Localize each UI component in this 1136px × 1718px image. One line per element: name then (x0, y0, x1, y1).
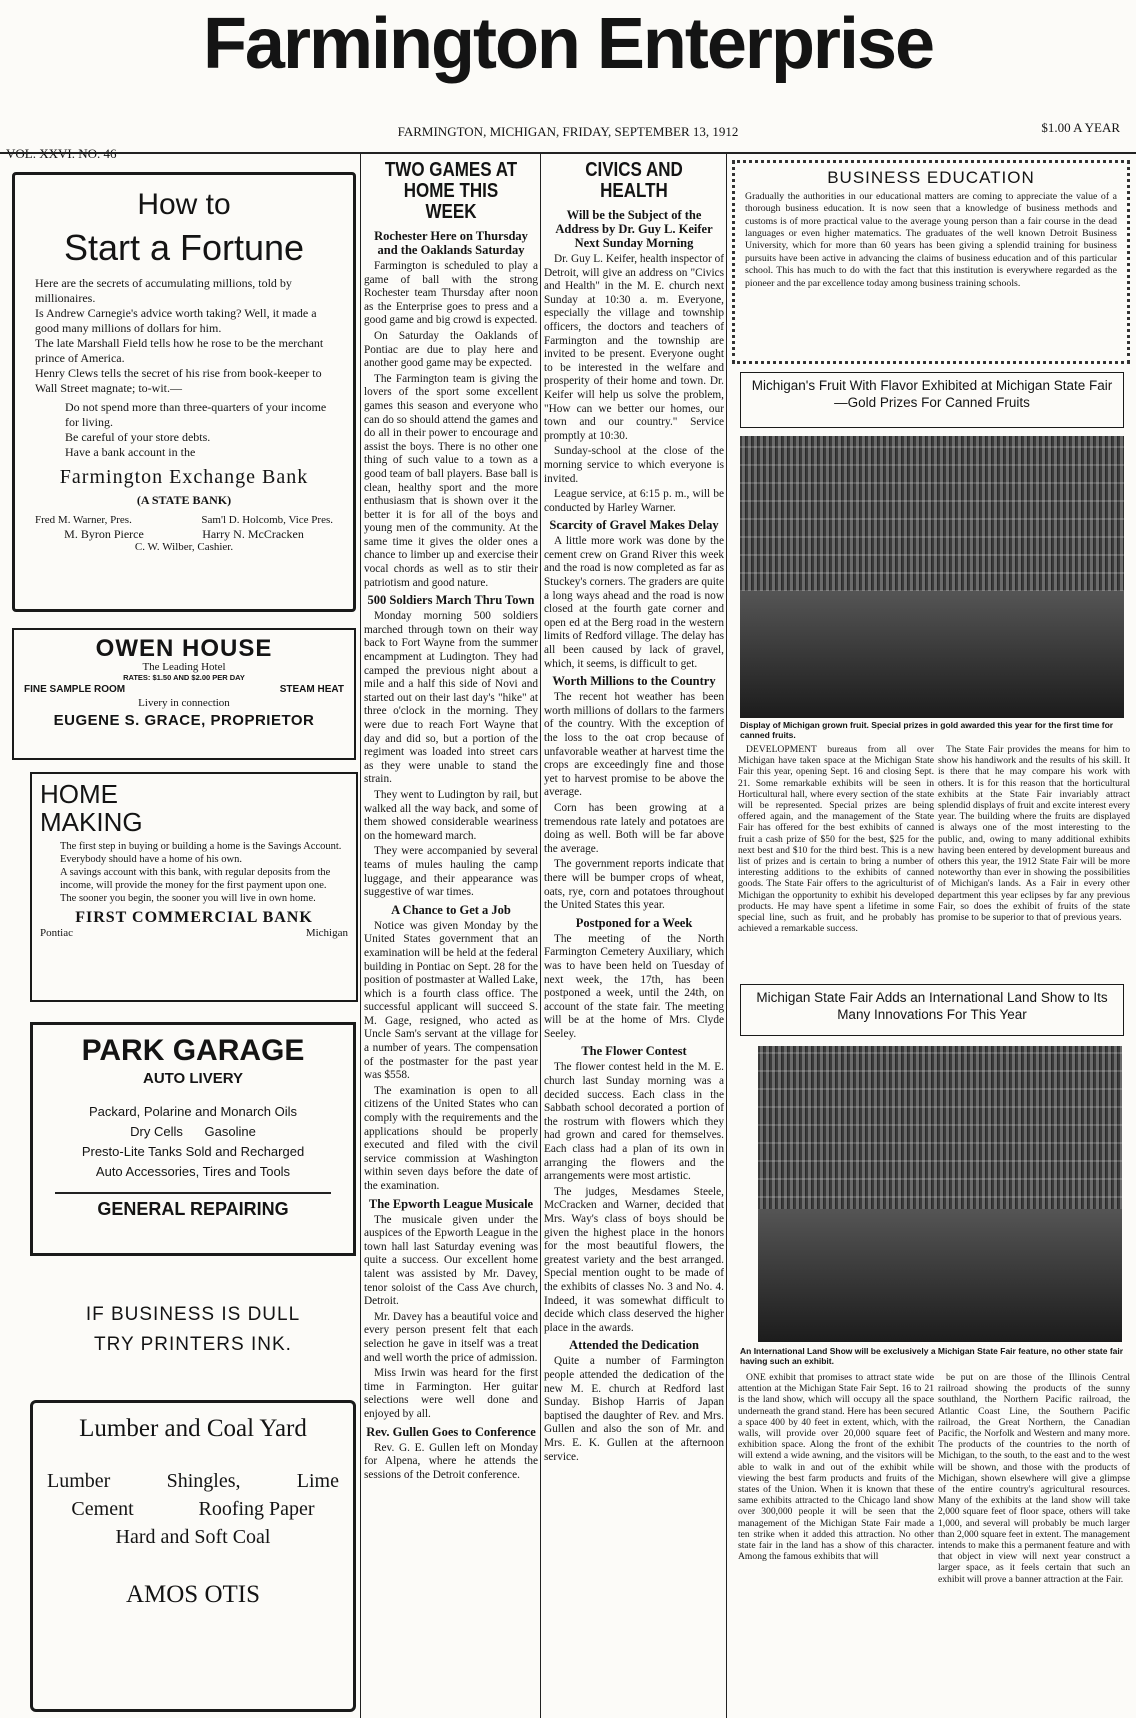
garage-sub: AUTO LIVERY (142, 1069, 243, 1087)
business-title: BUSINESS EDUCATION (827, 168, 1035, 187)
job-para-2: The examination is open to all citizens of the United States who can comply with the requirements and the applications should be properly executed and filed with the civil service commission at Washington within seven days before the date of the examination. (364, 1084, 538, 1192)
job-headline: A Chance to Get a Job (391, 902, 511, 917)
dedication-headline: Attended the Dedication (569, 1338, 699, 1353)
fair-headline-box-1 (740, 372, 1124, 428)
fortune-ad (12, 172, 356, 612)
fortune-title-1: How to (137, 188, 231, 221)
home-making-ad (30, 772, 358, 1002)
fair-headline-2: Michigan State Fair Adds an International Land Show to Its Many Innovations For This Year (756, 990, 1108, 1022)
column-rule-1 (360, 152, 361, 1718)
printers-ink-ad (30, 1300, 356, 1360)
land-text-left: ONE exhibit that promises to attract state wide attention at the Michigan State Fair Sept. 16 to 21 is the land show, which will occupy all the space underneath the grand stand. Here has been secured a space 400 by 40 feet in extent, which, with the walls, will provide over 20,000 square feet of exhibition space. Along the front of the exhibit will extend a wide awning, and the visitors will be able to walk in and out of the exhibit while viewing the best farm products and fruits of the states of the Union. When it is known that these same exhibits attracted to the Chicago land show over 300,000 people it will be seen that the management of the Michigan State Fair made a ten strike when it added this attraction. No other state fair in the land has a show of this character. Among the famous exhibits that will (738, 1372, 934, 1563)
garage-title: PARK GARAGE (81, 1034, 305, 1067)
masthead-title: Farmington Enterprise (202, 4, 934, 84)
fruit-article-left (738, 744, 934, 972)
garage-line-3: Presto-Lite Tanks Sold and Recharged (81, 1144, 305, 1160)
flower-para-1: The flower contest held in the M. E. church last Sunday morning was a decided success. Each class in the Sabbath school decorated a portion of the rostrum with flowers which they had grown and cared for themselves. Each class had a plan of its own in arranging the flowers and the arrangements were most artistic. (544, 1061, 724, 1183)
column-rule-2 (540, 152, 541, 1718)
soldiers-headline: 500 Soldiers March Thru Town (367, 593, 535, 608)
fortune-title-2: Start a Fortune (63, 226, 305, 268)
home-bank: FIRST COMMERCIAL BANK (75, 909, 313, 926)
civics-para-2: Sunday-school at the close of the morning service to which everyone is invited. (544, 445, 724, 485)
owen-proprietor: EUGENE S. GRACE, PROPRIETOR (53, 712, 315, 730)
soldiers-para-1: Monday morning 500 soldiers marched through town on their way back to Fort Wayne from the summer encampment at Ludington. They had camped the previous night about a mile and a half this side of Novi and started out on their last day's "hike" at three o'clock in the morning. They were due to reach Fort Wayne that day and did so, but a portion of the regiment was loaded into street cars as they were unable to stand the strain. (364, 610, 538, 786)
home-city: Pontiac (40, 927, 73, 939)
games-deck: Rochester Here on Thursday and the Oaklands Saturday (374, 229, 528, 257)
fruit-exhibit-photo (740, 436, 1124, 718)
dateline: FARMINGTON, MICHIGAN, FRIDAY, SEPTEMBER 13, 1912 (397, 124, 739, 139)
column-three (544, 160, 724, 1712)
owen-rates: RATES: $1.50 AND $2.00 PER DAY (123, 673, 245, 683)
civics-deck: Will be the Subject of the Address by Dr. Guy L. Keifer Next Sunday Morning (555, 208, 713, 250)
civics-para-1: Dr. Guy L. Keifer, health inspector of Detroit, will give an address on "Civics and Health" in the M. E. church next Sunday at 10:30 a. m. Everyone, especially the village and township officers, the doctors and teachers of Farmington and the township are invited to be present. Everyone ought to be interested in the welfare and prosperity of their home and town. Dr. Keifer will help us solve the problem, "How can we better our homes, our town and our country." Service promptly at 10:30. (544, 253, 724, 442)
park-garage-ad (30, 1022, 356, 1256)
land-text-right: be put on are those of the Illinois Central railroad showing the products of the sunny southland, the Northern Pacific railroad, the Atlantic Coast Line, the Southern Pacific railroad, the Great Northern, the Canadian Pacific, the Norfolk and Western and many more. The products of the countries to the north of Michigan, to the south, to the east and to the west will be shown, and those with the products of Michigan, shown elsewhere will give a glimpse of the entire country's agricultural resources. Many of the exhibits at the land show will take 2,000 square feet of floor space, others will take 1,000, and several will probably be much larger than 2,000 square feet in extent. The management intends to make this a permanent feature and with that object in view will next year construct a larger space, as it feels certain that such an exhibit will prove a banner attraction at the Fair. (938, 1372, 1130, 1585)
job-para-1: Notice was given Monday by the United States government that an examination will be held at the federal building in Pontiac on Sept. 28 for the position of postmaster at Walled Lake, which is a fourth class office. The successful applicant will succeed S. M. Gage, resigned, who acted as Uncle Sam's servant at the village for a number of years. The compensation of the postmaster for the past year was $558. (364, 919, 538, 1082)
flower-para-2: The judges, Mesdames Steele, McCracken and Warner, decided that Mrs. Way's class of boys should be given the highest place in the honors for the most beautiful flowers, the greatest variety and the best arranged. Special mention ought to be made of the exhibits of classes No. 3 and No. 4. Indeed, it was somewhat difficult to decide which class deserved the higher place in the awards. (544, 1185, 724, 1334)
games-para-3: The Farmington team is giving the lovers of the sport some excellent games this season and everyone who can do so should attend the games and do all in their power to encourage and assist the boys. There is no other one thing of such value to a town as a good team of ball players. Base ball is clean, healthy sport and the more enthusiasm that is shown over it the better it is for all of the boys and young men of the community. At the same time it gives the older ones a chance to limber up and exercise their vocal chords as well as to stir their patriotism and good nature. (364, 372, 538, 589)
home-text-3: A savings account with this bank, with regular deposits from the income, will provide the money for the first payment upon one. (60, 867, 331, 891)
fortune-text-3: The late Marshall Field tells how he rose to be the merchant prince of America. (35, 336, 324, 366)
home-text-4: The sooner you begin, the sooner you will live in own home. (60, 893, 316, 904)
fair-headline-1: Michigan's Fruit With Flavor Exhibited at Michigan State Fair—Gold Prizes For Canned Fruits (751, 378, 1113, 410)
price: $1.00 A YEAR (1041, 120, 1120, 135)
home-state: Michigan (305, 927, 348, 939)
fortune-maxim-1: Do not spend more than three-quarters of your income for living. (65, 400, 327, 430)
owen-left: FINE SAMPLE ROOM (24, 684, 126, 696)
gravel-headline: Scarcity of Gravel Makes Delay (549, 518, 719, 533)
business-education-ad (732, 160, 1130, 364)
column-two (364, 160, 538, 1712)
fortune-text-2: Is Andrew Carnegie's advice worth taking? Well, it made a good many millions of dollars for him. (35, 306, 317, 336)
garage-line-1: Packard, Polarine and Monarch Oils (88, 1104, 298, 1120)
gravel-para-1: A little more work was done by the cement crew on Grand River this week and the road is now completed as far as Stuckey's corners. The graders are quite a long ways ahead and the road is now closed at the fourth gate corner and open ed at the Berg road in the western limits of Redford village. The delay has all been caused by lack of gravel, which, it seems, is difficult to get. (544, 535, 724, 670)
fruit-text-right: The State Fair provides the means for him to show his handiwork and the results of his skill. It is there that he may compare his work with others. It is for this reason that the horticultural exhibits at the State Fair invariably attract splendid displays of fruit and excite interest every year. The building where the fruits are displayed is always one of the most interesting to the public, and, owing to many additional exhibits having been entered by development bureaus and others this year, the 1912 State Fair will be more noteworthy than ever in showing the possibilities of Michigan's lands. As a Fair in every other department this year eclipses by far any previous Fair, so does the exhibit of fruits of the state promise to be superior to that of previous years. (938, 744, 1130, 924)
business-text: Gradually the authorities in our educational matters are coming to appreciate the value of a thorough business education. It is now seen that a knowledge of business methods and customs is of more practical value to the average young person than a fair course in the dead languages or even higher matematics. The graduates of the well known Detroit Business University, which for more than 60 years has been giving a splendid training for business pursuits have been active in advancing the claims of business education and of this particular school. This has much to do with the fact that this institution is everywhere regarded as the pioneer and the par excellence today among business training schools. (745, 190, 1117, 289)
masthead-rule (0, 152, 1136, 154)
civics-para-3: League service, at 6:15 p. m., will be conducted by Harley Warner. (544, 488, 724, 514)
fortune-officer-4: Harry N. McCracken (202, 527, 304, 542)
millions-para-2: Corn has been growing at a tremendous rate lately and potatoes are doing as well. Both will be far above the average. (544, 801, 724, 855)
lumber-item-2: Shingles, (166, 1470, 241, 1492)
games-headline-1: TWO GAMES AT (384, 160, 518, 181)
fortune-text-4: Henry Clews tells the secret of his rise from book-keeper to Wall Street magnate; to-wit.— (35, 366, 322, 396)
epworth-para-1: The musicale given under the auspices of the Epworth League in the town hall last Saturday evening was quite a success. Our excellent home talent was assisted by Mr. Davey, tenor soloist of the Cass Ave church, Detroit. (364, 1213, 538, 1308)
fortune-officer-1: Fred M. Warner, Pres. (35, 514, 132, 527)
lumber-item-3: Lime (296, 1470, 339, 1492)
lumber-item-5: Roofing Paper (198, 1498, 315, 1520)
postponed-headline: Postponed for a Week (575, 915, 693, 930)
dateline-bar (0, 122, 1136, 144)
owen-right: STEAM HEAT (279, 684, 344, 696)
gullen-para-1: Rev. G. E. Gullen left on Monday for Alpena, where he attends the sessions of the Detroit conference. (364, 1441, 538, 1481)
garage-line-4: Auto Accessories, Tires and Tools (95, 1164, 291, 1180)
millions-headline: Worth Millions to the Country (552, 674, 716, 689)
gullen-headline: Rev. Gullen Goes to Conference (366, 1424, 536, 1439)
lumber-item-1: Lumber (47, 1470, 111, 1492)
home-title-2: MAKING (40, 807, 143, 837)
epworth-headline: The Epworth League Musicale (368, 1196, 534, 1211)
land-show-photo (758, 1046, 1122, 1342)
land-show-caption: An International Land Show will be exclusively a Michigan State Fair feature, no other state fair having such an exhibit. (740, 1346, 1124, 1366)
owen-house-ad (12, 628, 356, 760)
owen-title: OWEN HOUSE (95, 635, 273, 662)
games-para-2: On Saturday the Oaklands of Pontiac are due to play here and another good game may be expected. (364, 329, 538, 370)
epworth-para-3: Miss Irwin was heard for the first time in Farmington. Her guitar selections were well done and enjoyed by all. (364, 1367, 538, 1420)
civics-headline: CIVICS AND HEALTH (585, 160, 683, 202)
home-text-2: Everybody should have a home of his own. (60, 854, 242, 865)
flower-headline: The Flower Contest (581, 1044, 687, 1059)
fortune-officer-3: M. Byron Pierce (64, 527, 144, 542)
owen-tagline: The Leading Hotel (142, 661, 226, 674)
lumber-item-4: Cement (71, 1498, 134, 1520)
lumber-title: Lumber and Coal Yard (79, 1415, 307, 1442)
soldiers-para-3: They were accompanied by several teams of mules hauling the camp luggage, and their appearance was suggestive of war times. (364, 845, 538, 899)
fruit-article-right (938, 744, 1130, 972)
postponed-para-1: The meeting of the North Farmington Cemetery Auxiliary, which was to have been held on Tuesday of next week, the 17th, has been postponed a week, until the 24th, on account of the state fair. The meeting will be at the home of Mrs. Clyde Seeley. (544, 932, 724, 1040)
home-title-1: HOME (40, 779, 118, 809)
land-article-right (938, 1372, 1130, 1712)
fruit-text-left: DEVELOPMENT bureaus from all over Michigan have taken space at the Michigan State Fair this year, opening Sept. 16 and closing Sept. 21. Some remarkable exhibits will be seen in Horticultural hall, where every section of the state will be represented. Special prizes are being offered again, and the management of the State Fair has offered for the best exhibits of canned fruit a cash prize of $50 for the best, $25 for the next best and $10 for the third best. This is a new list of prizes and is certain to bring a number of interesting additions to the exhibits of canned goods. The State Fair offers to the agriculturist of Michigan the opportunity to exhibit his developed products. He may have spent a lifetime in some special line, such as fruit, and he probably has achieved a remarkable success. (738, 744, 934, 935)
printers-line-2: TRY PRINTERS INK. (94, 1334, 292, 1355)
fortune-officer-5: C. W. Wilber, Cashier. (134, 541, 234, 554)
epworth-para-2: Mr. Davey has a beautiful voice and every person present felt that each selection he gave in itself was a treat and well worth the price of admission. (364, 1310, 538, 1364)
land-article-left (738, 1372, 934, 1712)
home-text-1: The first step in buying or building a home is the Savings Account. (60, 841, 342, 852)
fortune-maxim-2: Be careful of your store debts. (65, 430, 211, 445)
games-headline-2: HOME THIS WEEK (403, 180, 499, 223)
fortune-bank-name: Farmington Exchange Bank (59, 466, 309, 489)
owen-livery: Livery in connection (138, 697, 230, 710)
dedication-para-1: Quite a number of Farmington people attended the dedication of the new M. E. church at Redford last Sunday. Bishop Harris of Japan baptised the daughter of Rev. and Mrs. Gullen and also the son of Mr. and Mrs. E. K. Gullen at the afternoon service. (544, 1355, 724, 1463)
volume-number (6, 146, 117, 162)
millions-para-3: The government reports indicate that there will be bumper crops of wheat, oats, rye, corn and potatoes throughout the United States this year. (544, 858, 724, 912)
garage-line-2: Dry Cells Gasoline (130, 1124, 256, 1140)
column-rule-3 (726, 152, 727, 1718)
millions-para-1: The recent hot weather has been worth millions of dollars to the farmers of the country. With the exception of the loss to the oat crop because of unfavorable weather at harvest time the crops are exceedingly fine and those yet to harvest promise to be above the average. (544, 691, 724, 799)
fortune-bank-type: (A STATE BANK) (136, 493, 232, 508)
fair-headline-box-2 (740, 984, 1124, 1036)
fruit-caption: Display of Michigan grown fruit. Special prizes in gold awarded this year for the first time for canned fruits. (740, 720, 1114, 740)
printers-line-1: IF BUSINESS IS DULL (85, 1304, 301, 1325)
garage-footer: GENERAL REPAIRING (97, 1199, 289, 1220)
lumber-coal-ad (30, 1400, 356, 1712)
lumber-owner: AMOS OTIS (125, 1581, 261, 1608)
fortune-officer-2: Sam'l D. Holcomb, Vice Pres. (201, 514, 333, 527)
soldiers-para-2: They went to Ludington by rail, but walked all the way back, and some of them showed considerable weariness on the homeward march. (364, 788, 538, 842)
lumber-item-6: Hard and Soft Coal (115, 1526, 271, 1548)
fortune-maxim-3: Have a bank account in the (65, 445, 196, 460)
games-para-1: Farmington is scheduled to play a game of ball with the strong Rochester team Thursday after noon as the Enterprise goes to press and a good game and big crowd is expected. (364, 260, 538, 327)
fortune-text-1: Here are the secrets of accumulating millions, told by millionaires. (35, 276, 292, 306)
